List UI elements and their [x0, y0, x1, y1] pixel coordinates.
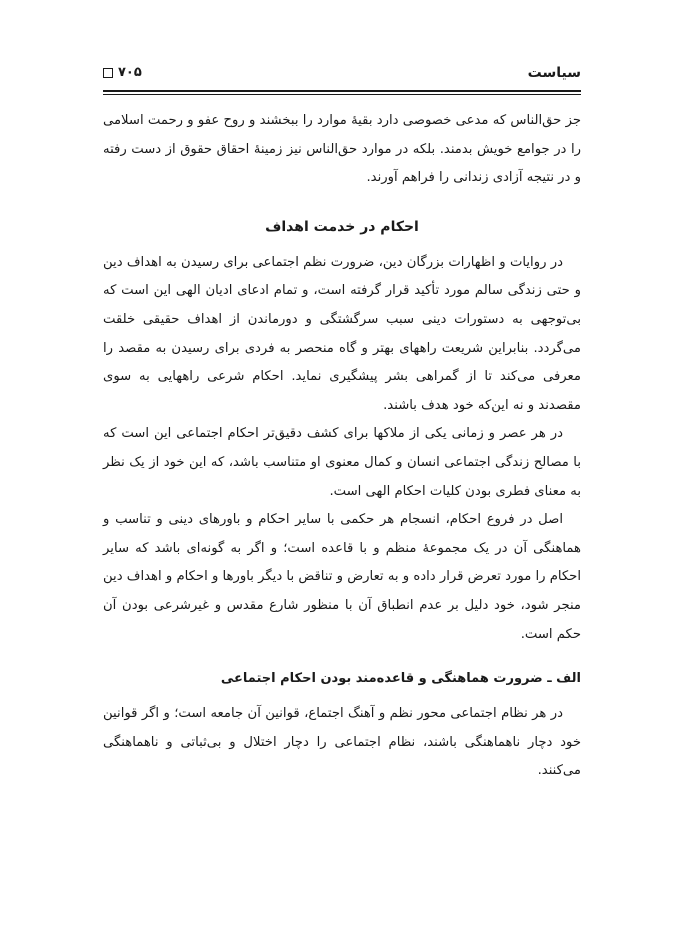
- page-number-block: [103, 65, 142, 80]
- section-heading: احکام در خدمت اهداف: [265, 218, 419, 235]
- book-page: [103, 58, 581, 786]
- intro-paragraph: جز حق‌الناس که مدعی خصوصی دارد بقیهٔ موارد را ببخشند و روح عفو و رحمت اسلامی را در جوامع خویش بدمند. بلکه در موارد حق‌الناس نیز زمینهٔ احقاق حقوق از دست رفته و در نتیجه آزادی زندانی را فراهم آورند.: [103, 113, 581, 186]
- running-title: سیاست: [527, 65, 581, 81]
- section-paragraph-1: در روایات و اظهارات بزرگان دین، ضرورت نظم اجتماعی برای رسیدن به اهداف دین و حتی زندگی سالم مورد تأکید قرار گرفته است، و تمام ادعای ادیان الهی این است که بی‌توجهی به دستورات دینی سبب سرگشتگی و دورماندن از اهداف حقیقی خلقت می‌گردد. بنابراین شریعت راههای بهتر و گاه منحصر به فردی برای رسیدن به مقصد را معرفی می‌کند تا از گمراهی بشر پیشگیری نماید. احکام شرعی راههایی به سوی مقصدند و نه این‌که خود هدف باشند.: [103, 254, 581, 413]
- subsection-heading: الف ـ ضرورت هماهنگی و قاعده‌مند بودن احکام اجتماعی: [220, 671, 581, 687]
- subsection-paragraph: در هر نظام اجتماعی محور نظم و آهنگ اجتماع، قوانین آن جامعه است؛ و اگر قوانین خود دچار ناهماهنگی باشند، نظام اجتماعی را دچار اختلال و بی‌ثباتی و ناهماهنگی می‌کنند.: [103, 706, 581, 779]
- running-header: [103, 58, 581, 88]
- header-rule: [103, 90, 581, 95]
- page-body: [103, 107, 581, 786]
- square-icon: [103, 68, 113, 78]
- section-paragraph-2: در هر عصر و زمانی یکی از ملاکها برای کشف دقیق‌تر احکام اجتماعی این است که با مصالح زندگی اجتماعی انسان و کمال معنوی او متناسب باشد، که این خود از یک نظر به معنای فطری بودن کلیات احکام الهی است.: [103, 426, 581, 499]
- section-paragraph-3: اصل در فروع احکام، انسجام هر حکمی با سایر احکام و باورهای دینی و تناسب و هماهنگی آن در یک مجموعهٔ منظم و با قاعده است؛ و اگر به گونه‌ای باشد که سایر احکام را مورد تعرض قرار داده و به تعارض و تناقض با دیگر باورها و احکام و اهداف دین منجر شود، خود دلیل بر عدم انطباق آن با منظور شارع مقدس و غیرشرعی بودن آن حکم است.: [103, 512, 581, 642]
- page-number: ۷۰۵: [118, 65, 142, 80]
